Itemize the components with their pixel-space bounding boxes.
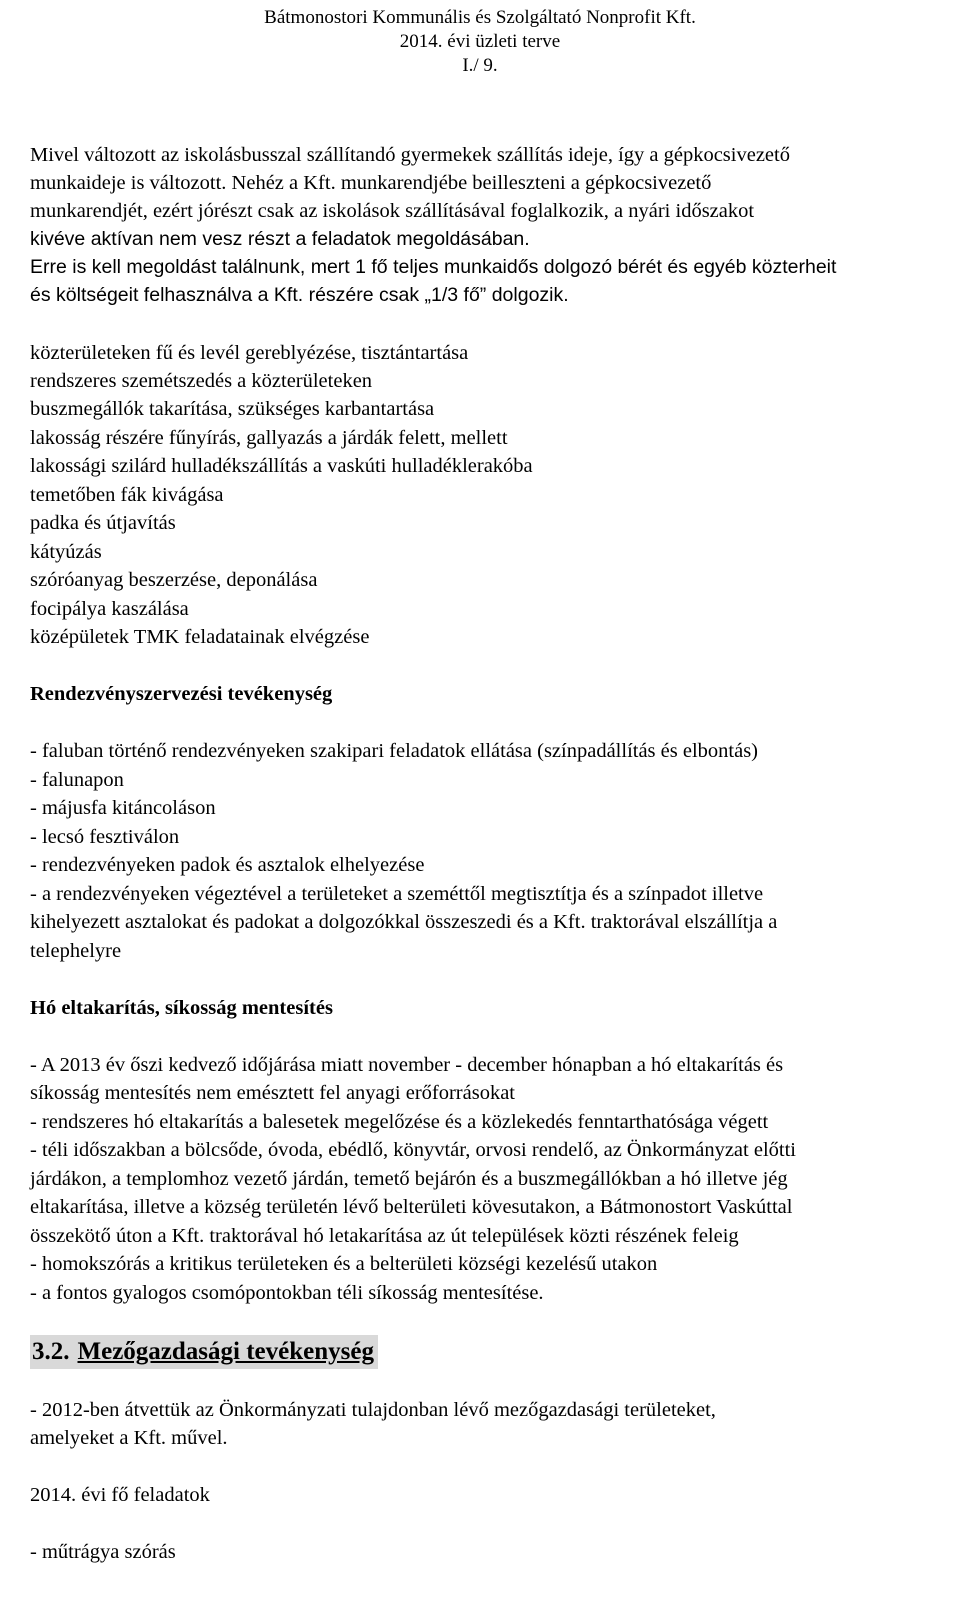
events-line: - lecsó fesztiválon [30,826,180,848]
snow-line: eltakarítása, illetve a község területén lévő belterületi kövesutakon, a Bátmonostort Vaskúttal [30,1196,793,1218]
header-doc-title: 2014. évi üzleti terve [399,31,561,52]
intro-line: Mivel változott az iskolásbusszal szállítandó gyermekek szállítás ideje, így a gépkocsivezető [30,144,790,166]
header-company: Bátmonostori Kommunális és Szolgáltató Nonprofit Kft. [264,7,696,28]
task-item: padka és útjavítás [30,512,176,534]
snow-line: - rendszeres hó eltakarítás a balesetek megelőzése és a közlekedés fenntarthatósága végett [30,1111,769,1133]
events-line: - rendezvényeken padok és asztalok elhelyezése [30,854,425,876]
intro-line: munkarendjét, ezért jórészt csak az iskolások szállításával foglalkozik, a nyári időszakot [30,200,755,222]
section32-line: amelyeket a Kft. művel. [30,1427,228,1449]
snow-line: összekötő úton a Kft. traktorával hó letakarítása az út települések közti részének feleig [30,1225,739,1247]
intro-line: kivéve aktívan nem vesz részt a feladatok megoldásában. [30,228,530,250]
section32-subheading: 2014. évi fő feladatok [30,1484,210,1506]
section-title: Mezőgazdasági tevékenység [77,1338,374,1365]
task-item: közterületeken fű és levél gereblyézése, tisztántartása [30,342,469,364]
intro-line: Erre is kell megoldást találnunk, mert 1 fő teljes munkaidős dolgozó bérét és egyéb közterheit [30,256,837,278]
task-item: rendszeres szemétszedés a közterületeken [30,370,373,392]
events-line: - a rendezvényeken végeztével a területeket a szeméttől megtisztítja és a színpadot illetve [30,883,764,905]
intro-line: és költségeit felhasználva a Kft. részére csak „1/3 fő” dolgozik. [30,284,569,306]
snow-line: - a fontos gyalogos csomópontokban téli síkosság mentesítése. [30,1282,544,1304]
task-item: lakossági szilárd hulladékszállítás a vaskúti hulladéklerakóba [30,455,533,477]
section32-item: - műtrágya szórás [30,1541,176,1563]
events-heading: Rendezvényszervezési tevékenység [30,683,333,705]
events-line: telephelyre [30,940,122,962]
task-item: buszmegállók takarítása, szükséges karbantartása [30,398,435,420]
section-heading-3-2 [30,1335,378,1369]
section32-line: - 2012-ben átvettük az Önkormányzati tulajdonban lévő mezőgazdasági területeket, [30,1399,716,1421]
snow-line: járdákon, a templomhoz vezető járdán, temető bejárón és a buszmegállókban a hó illetve jég [30,1168,788,1190]
snow-line: - téli időszakban a bölcsőde, óvoda, ebédlő, könyvtár, orvosi rendelő, az Önkormányzat előtti [30,1139,796,1161]
snow-line: síkosság mentesítés nem emésztett fel anyagi erőforrásokat [30,1082,516,1104]
intro-line: munkaideje is változott. Nehéz a Kft. munkarendjébe beilleszteni a gépkocsivezető [30,172,712,194]
task-item: középületek TMK feladatainak elvégzése [30,626,370,648]
task-item: lakosság részére fűnyírás, gallyazás a járdák felett, mellett [30,427,508,449]
task-item: temetőben fák kivágása [30,484,224,506]
snow-line: - homokszórás a kritikus területeken és a belterületi községi kezelésű utakon [30,1253,658,1275]
task-item: focipálya kaszálása [30,598,189,620]
header-page-number: I./ 9. [462,55,498,76]
events-line: kihelyezett asztalokat és padokat a dolgozókkal összeszedi és a Kft. traktorával elszállítja a [30,911,778,933]
events-line: - falunapon [30,769,124,791]
snow-line: - A 2013 év őszi kedvező időjárása miatt november - december hónapban a hó eltakarítás és [30,1054,784,1076]
task-item: kátyúzás [30,541,102,563]
events-line: - májusfa kitáncoláson [30,797,216,819]
task-item: szóróanyag beszerzése, deponálása [30,569,318,591]
events-line: - faluban történő rendezvényeken szakipari feladatok ellátása (színpadállítás és elbontás) [30,740,759,762]
snow-heading: Hó eltakarítás, síkosság mentesítés [30,997,333,1019]
section-number: 3.2. [32,1338,70,1365]
